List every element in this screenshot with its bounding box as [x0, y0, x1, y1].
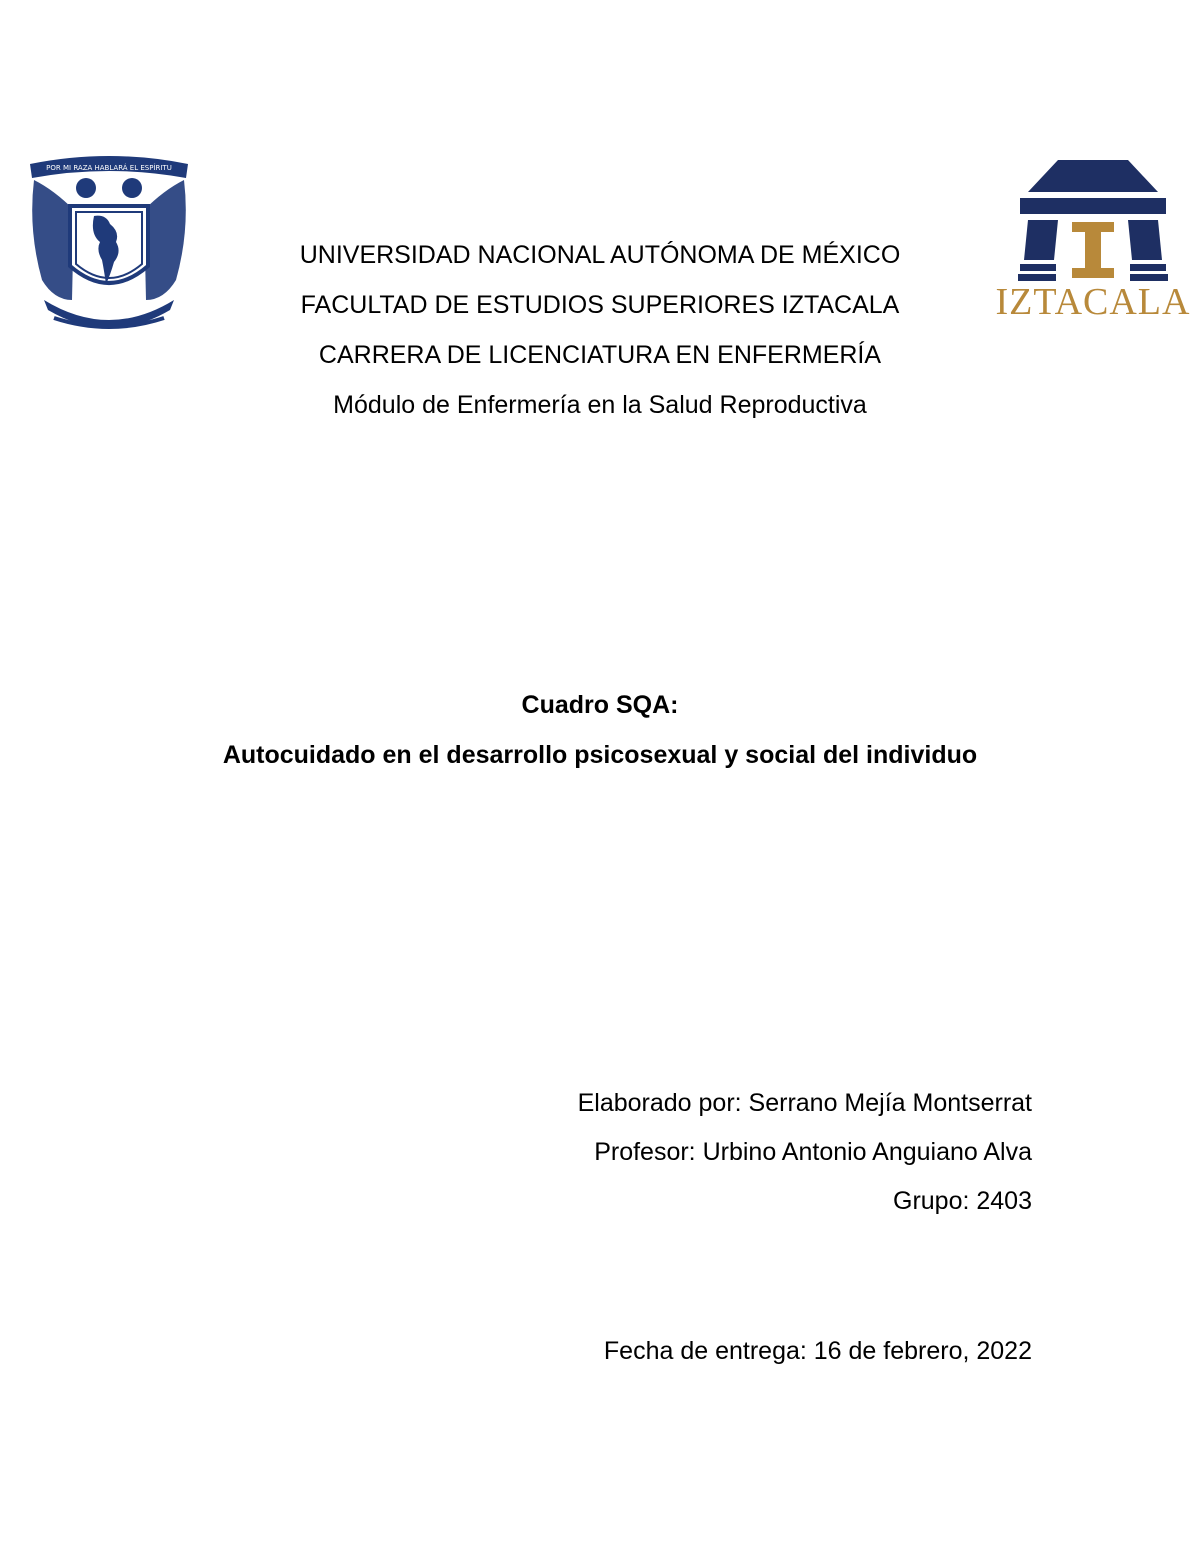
group-line: Grupo: 2403: [893, 1187, 1032, 1215]
unam-motto: POR MI RAZA HABLARÁ EL ESPÍRITU: [46, 164, 172, 172]
module-name: Módulo de Enfermería en la Salud Reproductiva: [333, 391, 867, 419]
document-subtitle: Autocuidado en el desarrollo psicosexual y social del individuo: [222, 741, 978, 769]
document-title: Cuadro SQA:: [521, 691, 679, 719]
career-name: CARRERA DE LICENCIATURA EN ENFERMERÍA: [318, 341, 882, 369]
faculty-name: FACULTAD DE ESTUDIOS SUPERIORES IZTACALA: [300, 291, 900, 319]
professor-line: Profesor: Urbino Antonio Anguiano Alva: [594, 1138, 1032, 1166]
university-name: UNIVERSIDAD NACIONAL AUTÓNOMA DE MÉXICO: [299, 241, 901, 269]
iztacala-wordmark: IZTACALA: [995, 281, 1191, 322]
delivery-date-line: Fecha de entrega: 16 de febrero, 2022: [603, 1337, 1032, 1365]
author-line: Elaborado por: Serrano Mejía Montserrat: [577, 1089, 1032, 1117]
